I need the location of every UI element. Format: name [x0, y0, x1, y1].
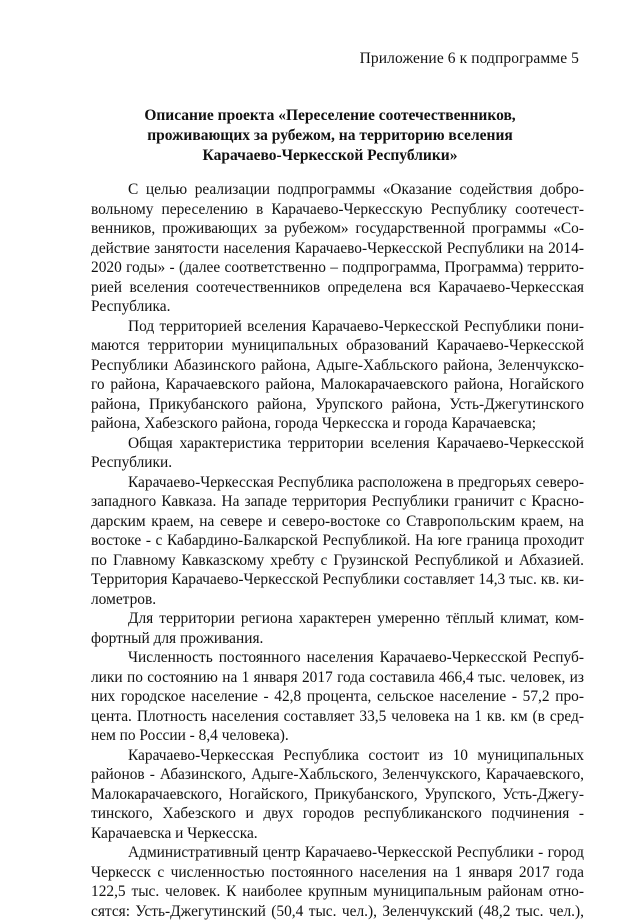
text-line: Черкесск с численностью постоянного населения на 1 января 2017 года — [91, 863, 584, 883]
text-line: Территория Карачаево-Черкесской Республики составляет 14,3 тыс. кв. ки- — [91, 570, 584, 590]
text-line: Республики Абазинского района, Адыге-Хабльского района, Зеленчукско- — [91, 356, 584, 376]
text-line: района, Хабезского района, города Черкесска и города Карачаевска; — [91, 414, 584, 434]
text-line: маются территории муниципальных образований Карачаево-Черкесской — [91, 336, 584, 356]
paragraph — [91, 180, 584, 317]
text-line: сятся: Усть-Джегутинский (50,4 тыс. чел.), Зеленчукский (48,2 тыс. чел.), — [91, 902, 584, 921]
title-line: Карачаево-Черкесской Республики» — [80, 146, 580, 166]
text-line: Карачаевска и Черкесска. — [91, 824, 584, 844]
text-line: фортный для проживания. — [91, 629, 584, 649]
text-line: Карачаево-Черкесская Республика расположена в предгорьях северо- — [91, 473, 584, 493]
annex-label: Приложение 6 к подпрограмме 5 — [360, 50, 579, 68]
text-line: нем по России - 8,4 человека). — [91, 726, 584, 746]
paragraph — [91, 609, 584, 648]
text-line: го района, Карачаевского района, Малокарачаевского района, Ногайского — [91, 375, 584, 395]
text-line: Под территорией вселения Карачаево-Черкесской Республики пони- — [91, 317, 584, 337]
text-line: востоке - с Кабардино-Балкарской Республикой. На юге граница проходит — [91, 531, 584, 551]
text-line: Карачаево-Черкесская Республика состоит из 10 муниципальных — [91, 746, 584, 766]
title-line: проживающих за рубежом, на территорию вселения — [80, 126, 580, 146]
text-line: Для территории региона характерен умеренно тёплый климат, ком- — [91, 609, 584, 629]
text-line: рией вселения соотечественников определена вся Карачаево-Черкесская — [91, 278, 584, 298]
text-line: Республика. — [91, 297, 584, 317]
text-line: вольному переселению в Карачаево-Черкесскую Республику соотечест- — [91, 200, 584, 220]
text-line: районов - Абазинского, Адыге-Хабльского, Зеленчукского, Карачаевского, — [91, 765, 584, 785]
text-line: 2020 годы» - (далее соответственно – подпрограмма, Программа) террито- — [91, 258, 584, 278]
text-line: западного Кавказа. На западе территория Республики граничит с Красно- — [91, 492, 584, 512]
text-line: района, Прикубанского района, Урупского района, Усть-Джегутинского — [91, 395, 584, 415]
paragraph — [91, 746, 584, 844]
text-line: тинского, Хабезского и двух городов республиканского подчинения - — [91, 804, 584, 824]
text-line: лики по состоянию на 1 января 2017 года составила 466,4 тыс. человек, из — [91, 668, 584, 688]
paragraph — [91, 473, 584, 610]
text-line: Малокарачаевского, Ногайского, Прикубанского, Урупского, Усть-Джегу- — [91, 785, 584, 805]
paragraph — [91, 317, 584, 434]
text-line: дарским краем, на севере и северо-востоке со Ставропольским краем, на — [91, 512, 584, 532]
text-line: С целью реализации подпрограммы «Оказание содействия добро- — [91, 180, 584, 200]
text-line: Республики. — [91, 453, 584, 473]
document-title — [80, 106, 580, 166]
paragraph — [91, 648, 584, 746]
text-line: Административный центр Карачаево-Черкесской Республики - город — [91, 843, 584, 863]
text-line: них городское население - 42,8 процента, сельское население - 57,2 про- — [91, 687, 584, 707]
text-line: 122,5 тыс. человек. К наиболее крупным муниципальным районам отно- — [91, 882, 584, 902]
text-line: Численность постоянного населения Карачаево-Черкесской Респуб- — [91, 648, 584, 668]
text-line: по Главному Кавказскому хребту с Грузинской Республикой и Абхазией. — [91, 551, 584, 571]
text-line: венников, проживающих за рубежом» государственной программы «Со- — [91, 219, 584, 239]
paragraph — [91, 843, 584, 921]
paragraph — [91, 434, 584, 473]
text-line: Общая характеристика территории вселения Карачаево-Черкесской — [91, 434, 584, 454]
title-line: Описание проекта «Переселение соотечественников, — [80, 106, 580, 126]
document-body — [91, 180, 584, 921]
text-line: лометров. — [91, 590, 584, 610]
text-line: цента. Плотность населения составляет 33,5 человека на 1 кв. км (в сред- — [91, 707, 584, 727]
text-line: действие занятости населения Карачаево-Черкесской Республики на 2014- — [91, 239, 584, 259]
